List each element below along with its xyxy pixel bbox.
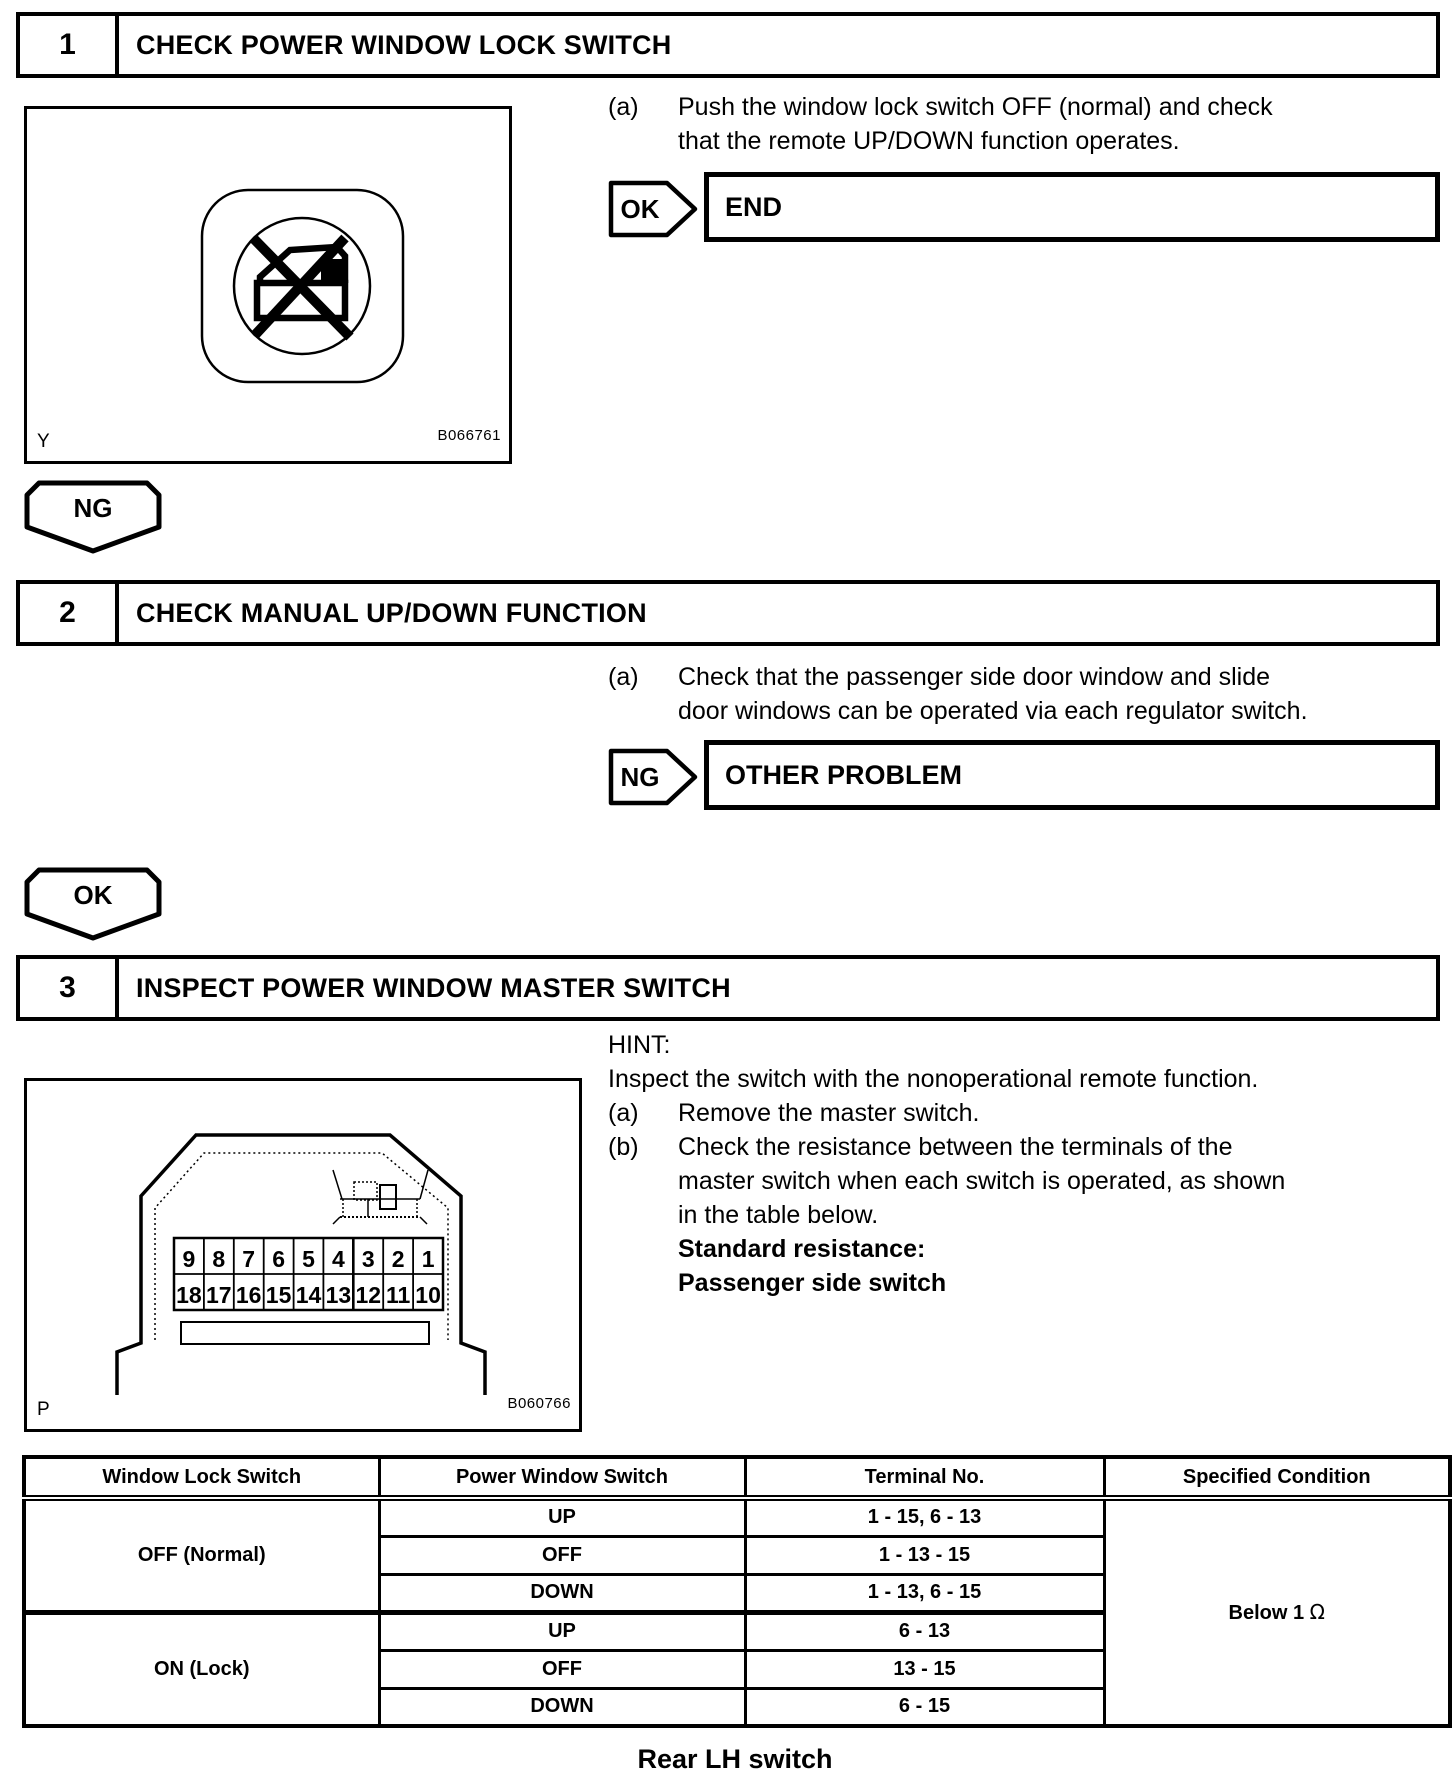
col-specified-condition: Specified Condition [1104, 1457, 1450, 1498]
figure-master-switch-connector [24, 1078, 582, 1432]
pin-8: 8 [212, 1246, 226, 1272]
table-header-row [24, 1457, 1450, 1498]
step3-item-a-text: Remove the master switch. [678, 1099, 980, 1127]
step3-item-b-text: Check the resistance between the terminals of the master switch when each switch is operated, as shown in the table below. Standard resistance: Passenger side switch [678, 1133, 1286, 1297]
ng-branch-label: NG [620, 762, 660, 792]
pin-18: 18 [176, 1282, 202, 1308]
col-window-lock-switch: Window Lock Switch [24, 1457, 379, 1498]
col-terminal-no: Terminal No. [745, 1457, 1104, 1498]
step2-number: 2 [20, 584, 119, 642]
table-row [24, 1498, 1450, 1536]
pin-3: 3 [361, 1246, 375, 1272]
table-caption: Rear LH switch [637, 1744, 833, 1774]
terminal-cell: 6 - 15 [745, 1688, 1104, 1726]
terminal-cell: 6 - 13 [745, 1612, 1104, 1650]
step1-item-a-marker: (a) [608, 93, 639, 121]
lock-off-normal-cell: OFF (Normal) [24, 1498, 379, 1612]
pin-15: 15 [265, 1282, 292, 1308]
standard-resistance-label: Standard resistance: [678, 1235, 926, 1263]
pin-9: 9 [182, 1246, 196, 1272]
pin-17: 17 [206, 1282, 232, 1308]
ok-down-arrow [22, 865, 164, 943]
step3-item-b-marker: (b) [608, 1133, 639, 1161]
ng-down-arrow [22, 478, 164, 556]
step1-number: 1 [20, 16, 119, 74]
terminal-cell: 1 - 15, 6 - 13 [745, 1498, 1104, 1536]
figure1-code: B066761 [437, 427, 501, 444]
step2-title: CHECK MANUAL UP/DOWN FUNCTION [136, 597, 647, 628]
connector-latch-detail [333, 1170, 428, 1224]
step2-header [16, 580, 1440, 646]
pin-6: 6 [272, 1246, 285, 1272]
figure1-corner-label: Y [37, 431, 50, 452]
pin-10: 10 [415, 1282, 441, 1308]
step3-title: INSPECT POWER WINDOW MASTER SWITCH [136, 972, 731, 1003]
step1-title: CHECK POWER WINDOW LOCK SWITCH [136, 29, 672, 60]
step1-instruction [608, 90, 1453, 158]
step3-instruction [608, 1028, 1456, 1300]
pin-11: 11 [386, 1282, 411, 1308]
switch-cell: UP [379, 1498, 745, 1536]
step2-item-a-marker: (a) [608, 663, 639, 691]
pin-2: 2 [391, 1246, 405, 1272]
ohm-symbol: Ω [1309, 1600, 1325, 1624]
pin-16: 16 [235, 1282, 262, 1308]
window-lock-crossed-icon [27, 109, 509, 461]
figure-window-lock-switch [24, 106, 512, 464]
hint-text: Inspect the switch with the nonoperational remote function. [608, 1065, 1259, 1093]
switch-cell: OFF [379, 1650, 745, 1688]
terminal-cell: 1 - 13 - 15 [745, 1536, 1104, 1574]
ok-branch-label: OK [620, 194, 660, 224]
switch-cell: OFF [379, 1536, 745, 1574]
step1-item-a-text: Push the window lock switch OFF (normal) and check that the remote UP/DOWN function operates. [678, 93, 1273, 155]
specified-condition-cell: Below 1 Ω [1104, 1498, 1450, 1726]
pin-14: 14 [295, 1282, 322, 1308]
other-problem-result-box: OTHER PROBLEM [704, 740, 1440, 810]
step3-header [16, 955, 1440, 1021]
step2-instruction [608, 660, 1453, 728]
ok-down-label: OK [73, 880, 113, 910]
pin-7: 7 [242, 1246, 256, 1272]
switch-cell: DOWN [379, 1688, 745, 1726]
step2-item-a-text: Check that the passenger side door window and slide door windows can be operated via each regulator switch. [678, 663, 1308, 725]
pin-1: 1 [421, 1246, 435, 1272]
ng-branch-arrow [607, 746, 699, 808]
hint-label: HINT: [608, 1031, 671, 1059]
pin-13: 13 [325, 1282, 352, 1308]
pin-12: 12 [355, 1282, 382, 1308]
figure2-code: B060766 [507, 1395, 571, 1412]
terminal-cell: 13 - 15 [745, 1650, 1104, 1688]
ng-down-label: NG [73, 493, 113, 523]
step1-header [16, 12, 1440, 78]
connector-diagram [27, 1081, 579, 1429]
terminal-cell: 1 - 13, 6 - 15 [745, 1574, 1104, 1612]
end-result-box: END [704, 172, 1440, 242]
step3-item-a-marker: (a) [608, 1099, 639, 1127]
step3-number: 3 [20, 959, 119, 1017]
pin-4: 4 [332, 1246, 345, 1272]
figure2-corner-label: P [37, 1399, 50, 1420]
switch-cell: UP [379, 1612, 745, 1650]
col-power-window-switch: Power Window Switch [379, 1457, 745, 1498]
ok-branch-arrow [607, 178, 699, 240]
switch-cell: DOWN [379, 1574, 745, 1612]
pin-grid [174, 1238, 443, 1310]
lock-on-lock-cell: ON (Lock) [24, 1612, 379, 1726]
passenger-side-switch-label: Passenger side switch [678, 1269, 947, 1297]
pin-5: 5 [302, 1246, 315, 1272]
resistance-spec-table [22, 1455, 1452, 1728]
